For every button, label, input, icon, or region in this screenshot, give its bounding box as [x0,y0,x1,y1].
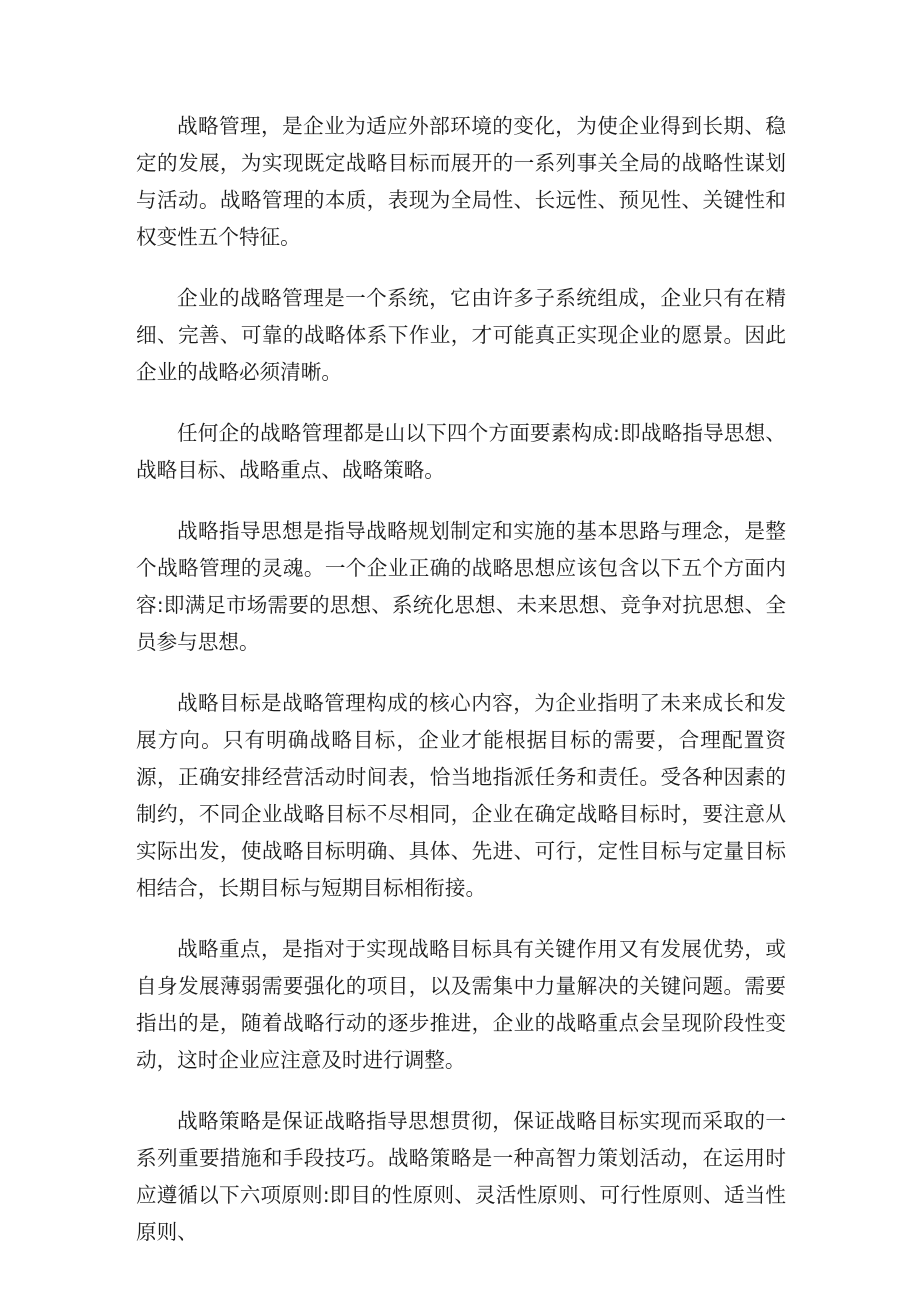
paragraph-strategic-management-definition: 战略管理，是企业为适应外部环境的变化，为使企业得到长期、稳定的发展，为实现既定战略目标而展开的一系列事关全局的战略性谋划与活动。战略管理的本质，表现为全局性、长远性、预见性、关键性和权变性五个特征。 [136,114,786,249]
document-body [136,108,786,1275]
paragraph-guiding-ideology: 战略指导思想是指导战略规划制定和实施的基本思路与理念，是整个战略管理的灵魂。一个企业正确的战略思想应该包含以下五个方面内容:即满足市场需要的思想、系统化思想、未来思想、竞争对抗思想、全员参与思想。 [136,519,786,654]
paragraph-strategic-goals: 战略目标是战略管理构成的核心内容，为企业指明了未来成长和发展方向。只有明确战略目标，企业才能根据目标的需要，合理配置资源，正确安排经营活动时间表，恰当地指派任务和责任。受各种因素的制约，不同企业战略目标不尽相同，企业在确定战略目标时，要注意从实际出发，使战略目标明确、具体、先进、可行，定性目标与定量目标相结合，长期目标与短期目标相衔接。 [136,691,786,900]
paragraph-strategic-tactics: 战略策略是保证战略指导思想贯彻，保证战略目标实现而采取的一系列重要措施和手段技巧。战略策略是一种高智力策划活动，在运用时应遵循以下六项原则:即目的性原则、灵活性原则、可行性原则、适当性原则、 [136,1109,786,1244]
paragraph-strategic-focus: 战略重点，是指对于实现战略目标具有关键作用又有发展优势，或自身发展薄弱需要强化的项目，以及需集中力量解决的关键问题。需要指出的是，随着战略行动的逐步推进，企业的战略重点会呈现阶段性变动，这时企业应注意及时进行调整。 [136,937,786,1072]
paragraph-four-elements: 任何企的战略管理都是山以下四个方面要素构成:即战略指导思想、战略目标、战略重点、战略策略。 [136,421,786,482]
paragraph-strategic-management-system: 企业的战略管理是一个系统，它由许多子系统组成，企业只有在精细、完善、可靠的战略体系下作业，才可能真正实现企业的愿景。因此企业的战略必须清晰。 [136,286,786,384]
